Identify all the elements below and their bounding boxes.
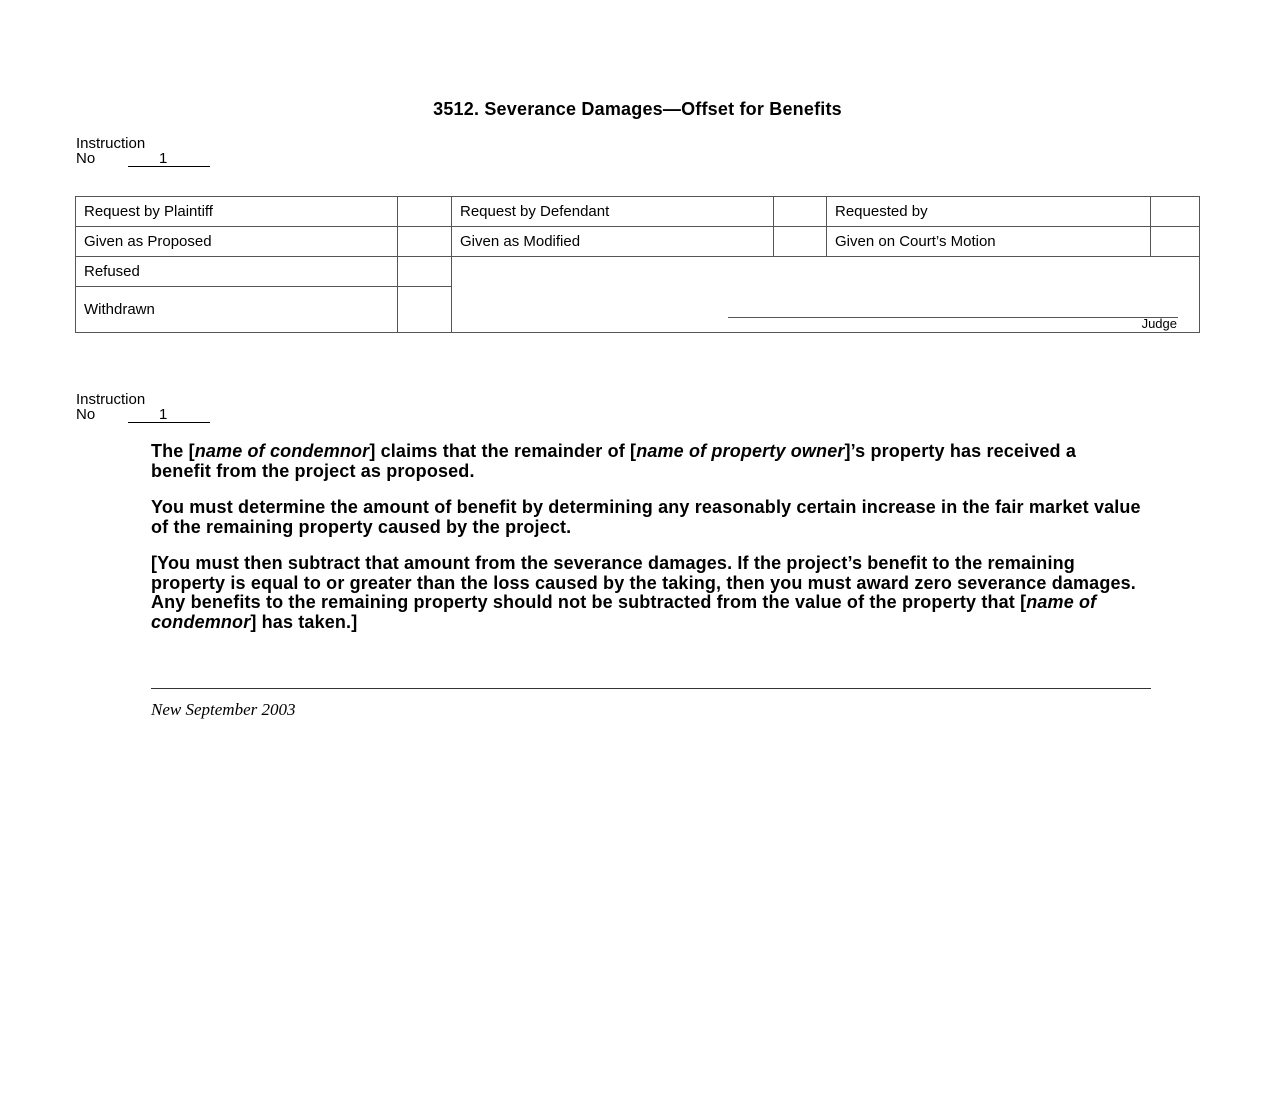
instruction-number-block-bottom — [76, 392, 210, 423]
instruction-number-block-top — [76, 136, 210, 167]
requested-by-checkbox[interactable] — [1151, 197, 1199, 226]
instruction-number-field[interactable]: 1 — [128, 408, 210, 423]
revision-note: New September 2003 — [151, 700, 296, 719]
given-as-modified-checkbox[interactable] — [774, 227, 826, 256]
request-by-defendant-label: Request by Defendant — [460, 203, 610, 220]
given-as-proposed-label: Given as Proposed — [84, 233, 212, 250]
footer-divider — [151, 688, 1151, 689]
refused-checkbox[interactable] — [398, 257, 451, 286]
no-label: No — [76, 150, 96, 167]
page-title: 3512. Severance Damages—Offset for Benefits — [433, 99, 842, 119]
instruction-paragraph-3: [You must then subtract that amount from the severance damages. If the project’s benefit to the remaining property is equal to or greater than the loss caused by the taking, then you must award zero severance damages. Any benefits to the remaining property should not be subtracted from the value of the property that [name of condemnor] has taken.] — [151, 553, 1136, 632]
instruction-body — [151, 442, 1141, 649]
no-label: No — [76, 406, 96, 423]
instruction-label: Instruction — [76, 391, 146, 408]
refused-label: Refused — [84, 263, 140, 280]
requested-by-label: Requested by — [835, 203, 928, 220]
judge-label: Judge — [1141, 316, 1177, 331]
judge-signature-line[interactable] — [728, 317, 1178, 318]
instruction-paragraph-1: The [name of condemnor] claims that the remainder of [name of property owner]’s property has received a benefit from the project as proposed. — [151, 441, 1077, 481]
instruction-paragraph-2: You must determine the amount of benefit by determining any reasonably certain increase in the fair market value of the remaining property caused by the project. — [151, 497, 1141, 537]
request-by-plaintiff-label: Request by Plaintiff — [84, 203, 213, 220]
withdrawn-label: Withdrawn — [84, 301, 155, 318]
given-as-proposed-checkbox[interactable] — [398, 227, 451, 256]
withdrawn-checkbox[interactable] — [398, 287, 451, 332]
given-as-modified-label: Given as Modified — [460, 233, 581, 250]
request-by-defendant-checkbox[interactable] — [774, 197, 826, 226]
given-on-courts-motion-label: Given on Court’s Motion — [835, 233, 996, 250]
given-on-courts-motion-checkbox[interactable] — [1151, 227, 1199, 256]
instruction-label: Instruction — [76, 135, 146, 152]
instruction-number-field[interactable]: 1 — [128, 152, 210, 167]
request-by-plaintiff-checkbox[interactable] — [398, 197, 451, 226]
instruction-disposition-table — [75, 196, 1200, 333]
